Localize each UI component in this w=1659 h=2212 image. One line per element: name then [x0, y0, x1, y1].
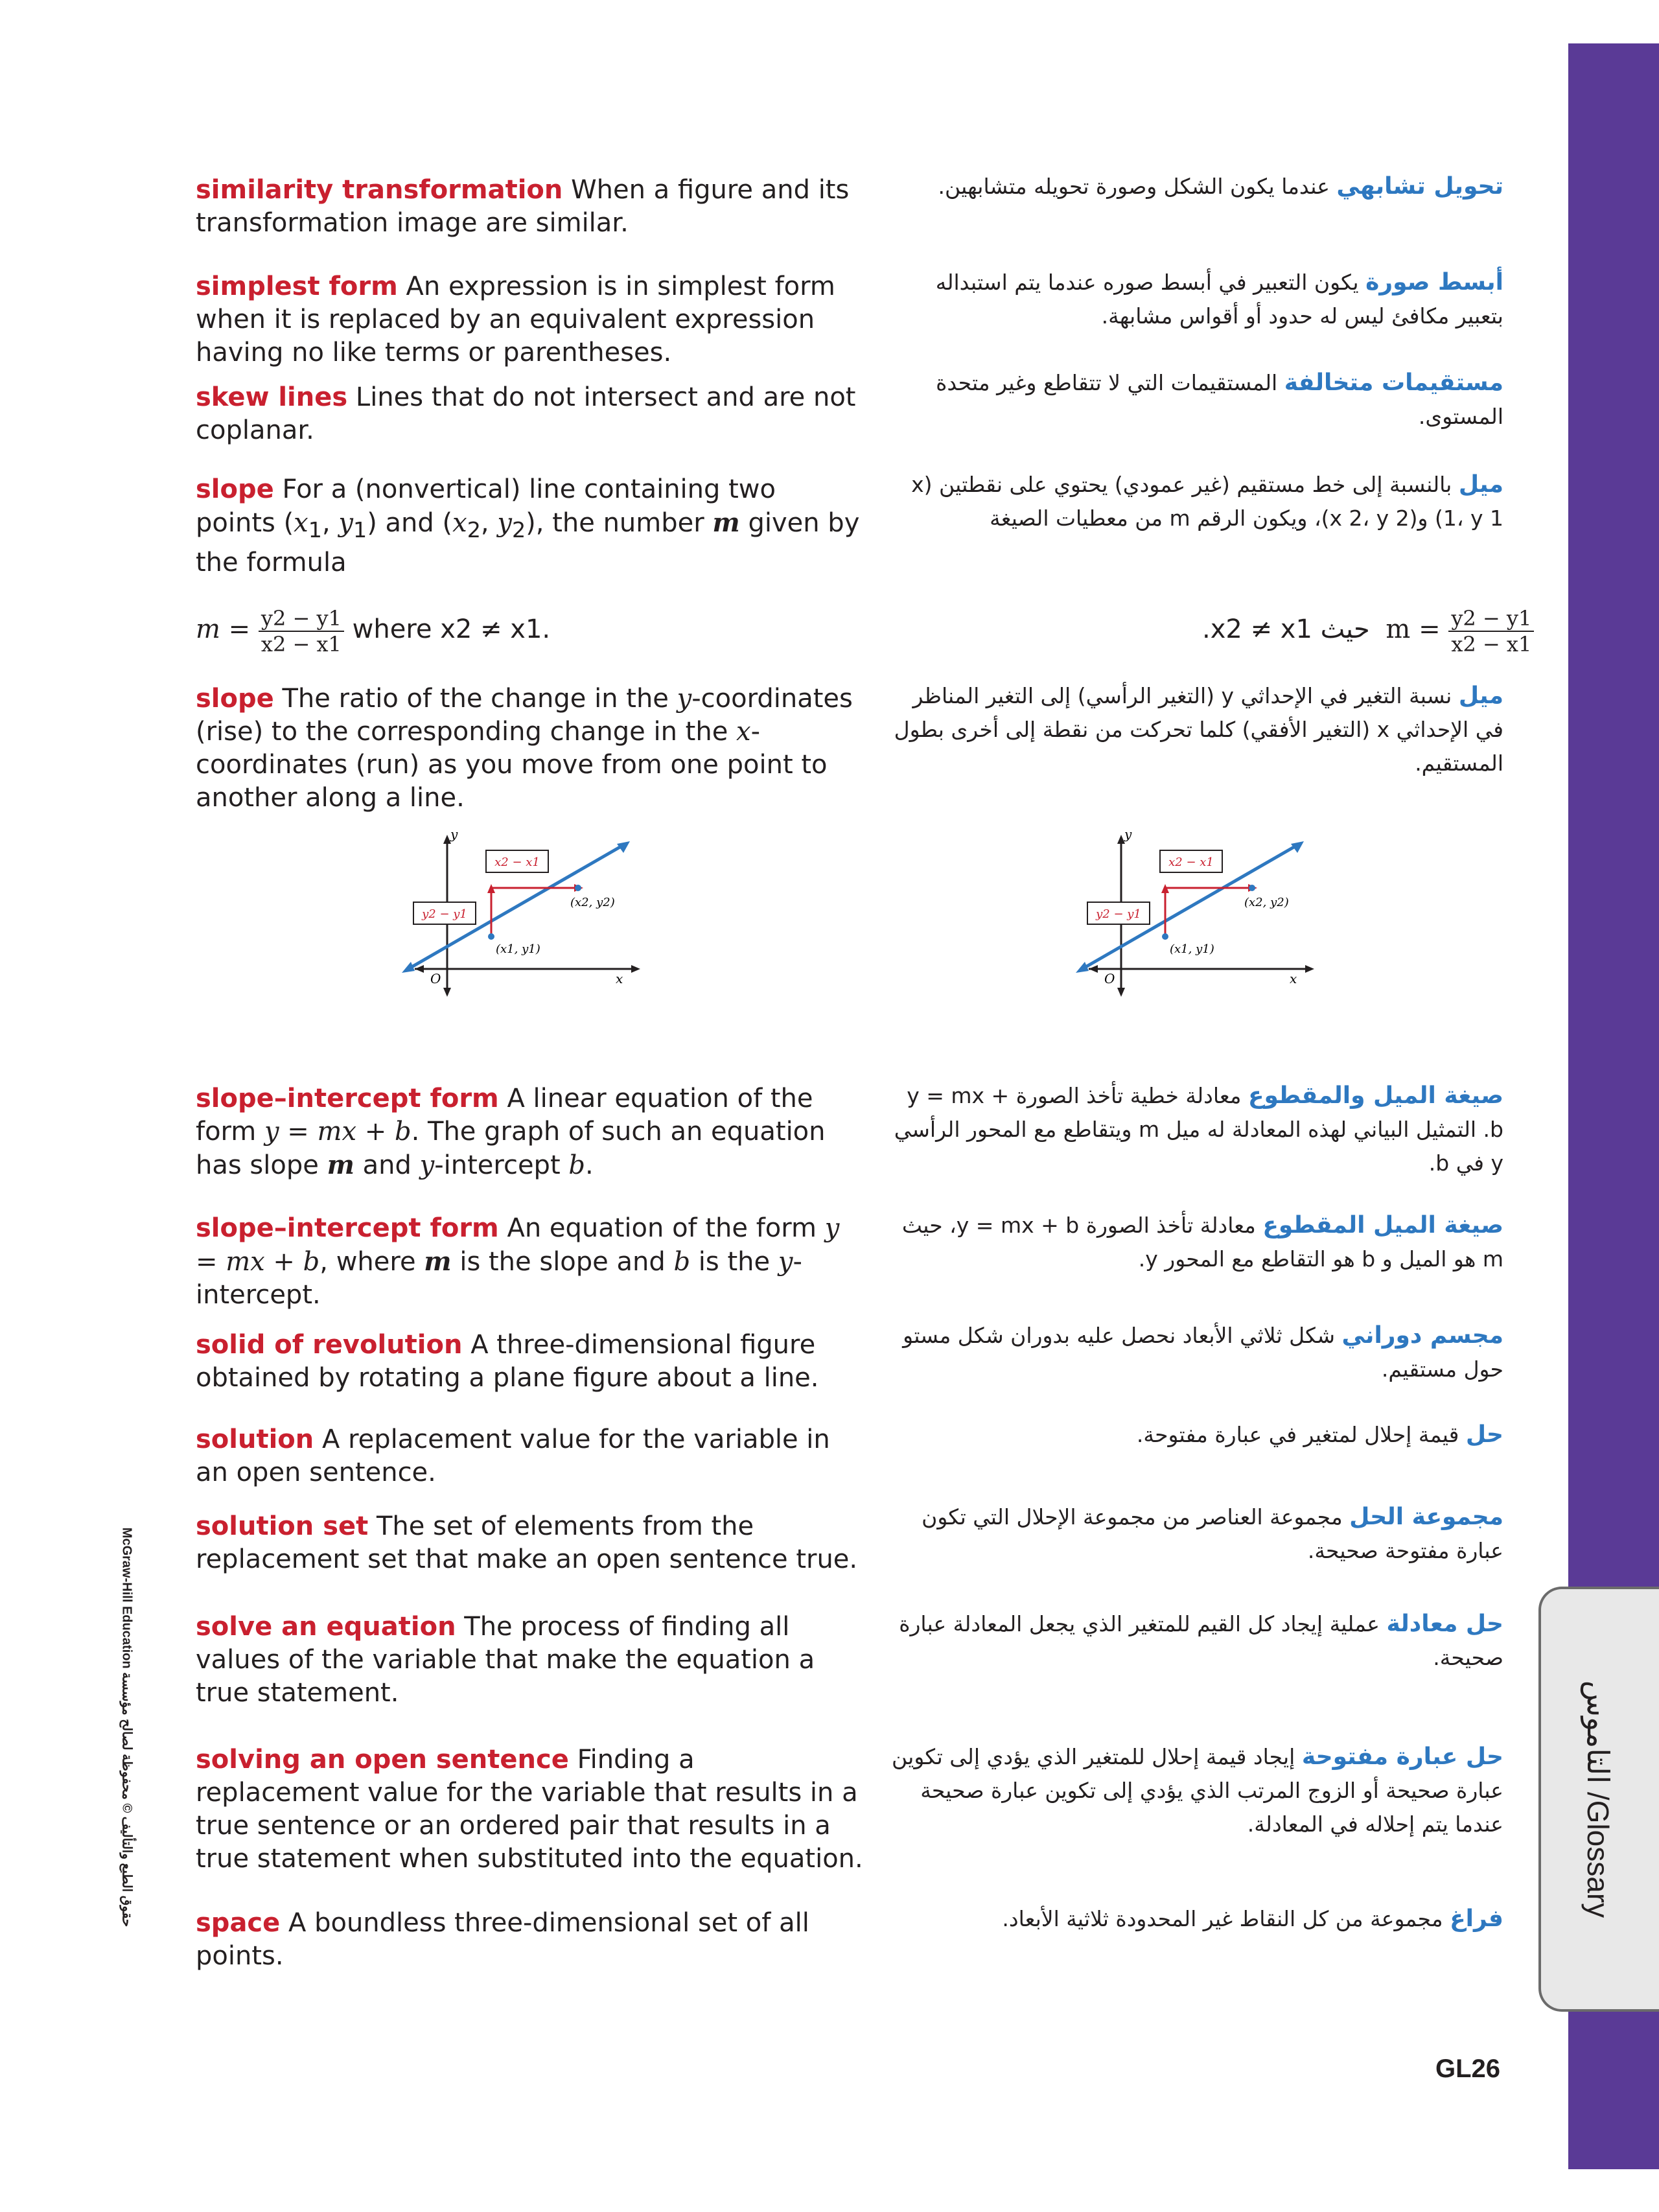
slope-graph-english — [402, 830, 648, 998]
entry-solve-an-equation — [196, 1611, 863, 1710]
run-label: x2 − x1 — [494, 856, 540, 869]
point1-label: (x1, y1) — [1170, 942, 1214, 956]
entry-slope-ratio: slope The ratio of the change in the y-coordinates (rise) to the corresponding change in the x-coordinates (run) as you move from one point to another along a line. — [196, 684, 853, 813]
entry-definition: مجموعة من كل النقاط غير المحدودة ثلاثية الأبعاد. — [1002, 1906, 1443, 1931]
entry-definition: بالنسبة إلى خط مستقيم (غير عمودي) يحتوي على نقطتين (x 1، y 1) و(x 2، y 2)، ويكون الرقم m من معطيات الصيغة — [911, 472, 1503, 531]
entry-term: حل — [1465, 1421, 1503, 1448]
entry-term: حل عبارة مفتوحة — [1301, 1743, 1503, 1770]
ar-entry-slope-ratio — [891, 679, 1503, 780]
entry-definition: An expression is in simplest form when it is replaced by an equivalent expression having no like terms or parentheses. — [196, 272, 835, 367]
ar-entry-simplest-form — [891, 266, 1503, 333]
entry-term: slope–intercept form — [196, 1084, 499, 1113]
x-axis-label: x — [1290, 971, 1297, 986]
entry-term: simplest form — [196, 272, 398, 301]
y-axis-label: y — [1124, 830, 1132, 842]
entry-term: slope — [196, 474, 274, 504]
ar-entry-space — [891, 1902, 1503, 1936]
entry-slope-intercept-form-1: slope–intercept form A linear equation of the form y = mx + b. The graph of such an equation has slope m and y-intercept b. — [196, 1084, 826, 1180]
entry-term: صيغة الميل والمقطوع — [1247, 1082, 1503, 1109]
entry-slope-intercept-form-2: slope–intercept form An equation of the form y = mx + b, where m is the slope and b is the y-intercept. — [196, 1213, 840, 1310]
ar-entry-solve-an-equation — [891, 1607, 1503, 1675]
entry-term: صيغة الميل المقطوع — [1262, 1212, 1503, 1239]
y-axis-label: y — [450, 830, 458, 842]
entry-definition: When a figure and its transformation image are similar. — [196, 175, 850, 238]
slope-formula-english: m = $\frac{y2 - y1}{x2 - x1}$ where x2 ≠ x1. — [196, 606, 551, 657]
point2-label: (x2, y2) — [1244, 896, 1289, 909]
entry-definition: A replacement value for the variable in an open sentence. — [196, 1425, 830, 1487]
ar-entry-solving-an-open-sentence — [891, 1740, 1503, 1841]
entry-definition: معادلة خطية تأخذ الصورة y = mx + b. التمثيل البياني لهذه المعادلة له ميل m ويتقاطع مع المحور الرأسي y في b. — [894, 1083, 1503, 1176]
ar-entry-skew-lines — [891, 366, 1503, 434]
entry-definition: مجموعة العناصر من مجموعة الإحلال التي تكون عبارة مفتوحة صحيحة. — [922, 1504, 1503, 1563]
entry-term: solve an equation — [196, 1612, 456, 1642]
entry-simplest-form — [196, 270, 863, 369]
entry-definition: A boundless three-dimensional set of all points. — [196, 1908, 809, 1971]
ar-entry-slope-intercept-form-1 — [891, 1079, 1503, 1180]
entry-term: أبسط صورة — [1365, 269, 1503, 296]
entry-term: slope — [196, 684, 274, 714]
slope-formula-arabic: .x2 ≠ x1 حيث m = $\frac{y2 - y1}{x2 - x1}$ — [1202, 606, 1534, 657]
entry-definition: Lines that do not intersect and are not coplanar. — [196, 382, 856, 445]
glossary-tab-label: التاموس /Glossary — [1581, 1680, 1615, 1918]
entry-term: solving an open sentence — [196, 1745, 569, 1775]
ar-entry-solid-of-revolution — [891, 1319, 1503, 1386]
entry-term: solid of revolution — [196, 1330, 463, 1360]
ar-entry-slope-definition — [891, 468, 1503, 535]
point1-label: (x1, y1) — [496, 942, 540, 956]
entry-term: ميل — [1458, 471, 1503, 498]
entry-space — [196, 1907, 863, 1973]
rise-label: y2 − y1 — [1096, 907, 1141, 921]
ar-entry-solution-set — [891, 1500, 1503, 1568]
entry-term: similarity transformation — [196, 175, 563, 205]
entry-definition: المستقيمات التي لا تتقاطع وغير متحدة المستوى. — [936, 370, 1503, 429]
entry-term: مجسم دوراني — [1341, 1322, 1503, 1349]
entry-term: فراغ — [1450, 1905, 1503, 1932]
entry-solving-an-open-sentence — [196, 1743, 863, 1876]
entry-definition: The set of elements from the replacement set that make an open sentence true. — [196, 1511, 858, 1574]
rise-label: y2 − y1 — [422, 907, 467, 921]
entry-definition: قيمة إحلال لمتغير في عبارة مفتوحة. — [1136, 1422, 1459, 1447]
entry-term: slope–intercept form — [196, 1213, 499, 1243]
origin-label: O — [430, 971, 441, 986]
entry-definition: شكل ثلاثي الأبعاد نحصل عليه بدوران شكل مستو حول مستقيم. — [903, 1323, 1503, 1382]
entry-definition: نسبة التغير في الإحداثي y (التغير الرأسي) إلى التغير المناظر في الإحداثي x (التغير الأفقي) كلما تحركت من نقطة إلى أخرى بطول المستقيم. — [894, 683, 1503, 776]
entry-solution — [196, 1423, 863, 1489]
entry-term: solution set — [196, 1511, 369, 1541]
entry-definition: عملية إيجاد كل القيم للمتغير الذي يجعل المعادلة عبارة صحيحة. — [899, 1611, 1503, 1670]
entry-definition: إيجاد قيمة إحلال للمتغير الذي يؤدي إلى تكوين عبارة صحيحة أو الزوج المرتب الذي يؤدي إلى تكوين عبارة صحيحة عندما يتم إحلاله في المعادلة. — [892, 1744, 1503, 1837]
entry-skew-lines — [196, 381, 863, 447]
entry-definition: معادلة تأخذ الصورة y = mx + b، حيث m هو الميل و b هو التقاطع مع المحور y. — [901, 1213, 1503, 1272]
entry-solution-set — [196, 1510, 863, 1576]
entry-term: مجموعة الحل — [1349, 1504, 1503, 1530]
entry-term: مستقيمات متخالفة — [1284, 369, 1503, 396]
entry-definition: The process of finding all values of the variable that make the equation a true statement. — [196, 1612, 815, 1708]
entry-term: حل معادلة — [1386, 1611, 1503, 1637]
entry-similarity-transformation — [196, 174, 863, 240]
page-number: GL26 — [1435, 2055, 1501, 2083]
entry-term: تحويل تشابهي — [1336, 173, 1503, 200]
entry-definition: عندما يكون الشكل وصورة تحويله متشابهين. — [938, 174, 1330, 199]
ar-entry-similarity-transformation — [891, 170, 1503, 204]
entry-definition: Finding a replacement value for the variable that results in a true sentence or an ordered pair that results in a true statement when substituted into the equation. — [196, 1745, 863, 1874]
entry-term: solution — [196, 1425, 314, 1454]
entry-term: skew lines — [196, 382, 348, 412]
ar-entry-slope-intercept-form-2 — [891, 1209, 1503, 1276]
entry-term: space — [196, 1908, 281, 1938]
origin-label: O — [1104, 971, 1115, 986]
entry-definition: يكون التعبير في أبسط صوره عندما يتم استبداله بتعبير مكافئ ليس له حدود أو أقواس مشابهة. — [935, 270, 1503, 329]
copyright-notice: McGraw-Hill Education حقوق الطبع والتأليف © محفوظة لصالح مؤسسة — [119, 1527, 134, 1927]
entry-solid-of-revolution — [196, 1329, 863, 1395]
x-axis-label: x — [616, 971, 623, 986]
point2-label: (x2, y2) — [570, 896, 615, 909]
entry-term: ميل — [1458, 682, 1503, 709]
slope-graph-arabic — [1076, 830, 1322, 998]
entry-definition: A three-dimensional figure obtained by rotating a plane figure about a line. — [196, 1330, 819, 1393]
entry-slope-definition: slope For a (nonvertical) line containing two points ($x_1$, $y_1$) and ($x_2$, $y_2$), the number m given by the formula — [196, 474, 860, 577]
ar-entry-solution — [891, 1418, 1503, 1452]
run-label: x2 − x1 — [1168, 856, 1214, 869]
